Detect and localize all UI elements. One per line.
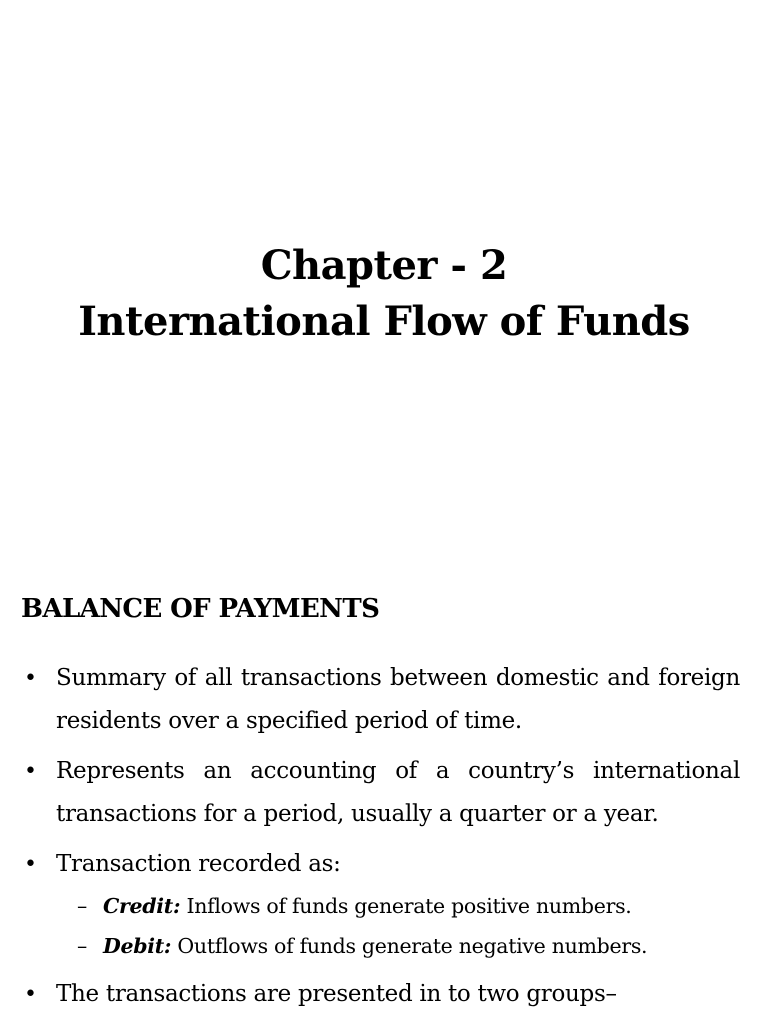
bullet-text: The transactions are presented in to two groups– — [56, 981, 617, 1007]
bullet-icon: • — [24, 852, 37, 877]
bullet-icon: • — [24, 666, 37, 691]
chapter-number: Chapter - 2 — [260, 242, 508, 289]
bullet-item — [0, 843, 768, 966]
bullet-text: Transaction recorded as: — [56, 851, 341, 877]
bullet-item — [0, 973, 768, 1016]
bullet-text: Represents an accounting of a country’s international transactions for a period, usually a quarter or a year. — [56, 758, 740, 827]
section-heading: BALANCE OF PAYMENTS — [21, 594, 380, 624]
credit-term: Credit: — [103, 894, 181, 918]
chapter-name: International Flow of Funds — [78, 298, 690, 345]
bullet-item — [0, 750, 768, 836]
sub-bullet-debit — [56, 926, 740, 966]
bullet-item — [0, 657, 768, 743]
chapter-title — [0, 238, 768, 350]
bullet-list — [0, 657, 768, 1023]
debit-description: Outflows of funds generate negative numbers. — [177, 934, 648, 958]
bullet-icon: • — [24, 759, 37, 784]
debit-term: Debit: — [103, 934, 172, 958]
credit-description: Inflows of funds generate positive numbers. — [186, 894, 632, 918]
sub-bullet-list — [56, 886, 740, 966]
bullet-text: Summary of all transactions between domestic and foreign residents over a specified period of time. — [56, 665, 740, 734]
dash-icon: – — [77, 894, 87, 918]
dash-icon: – — [77, 934, 87, 958]
sub-bullet-credit — [56, 886, 740, 926]
bullet-icon: • — [24, 982, 37, 1007]
